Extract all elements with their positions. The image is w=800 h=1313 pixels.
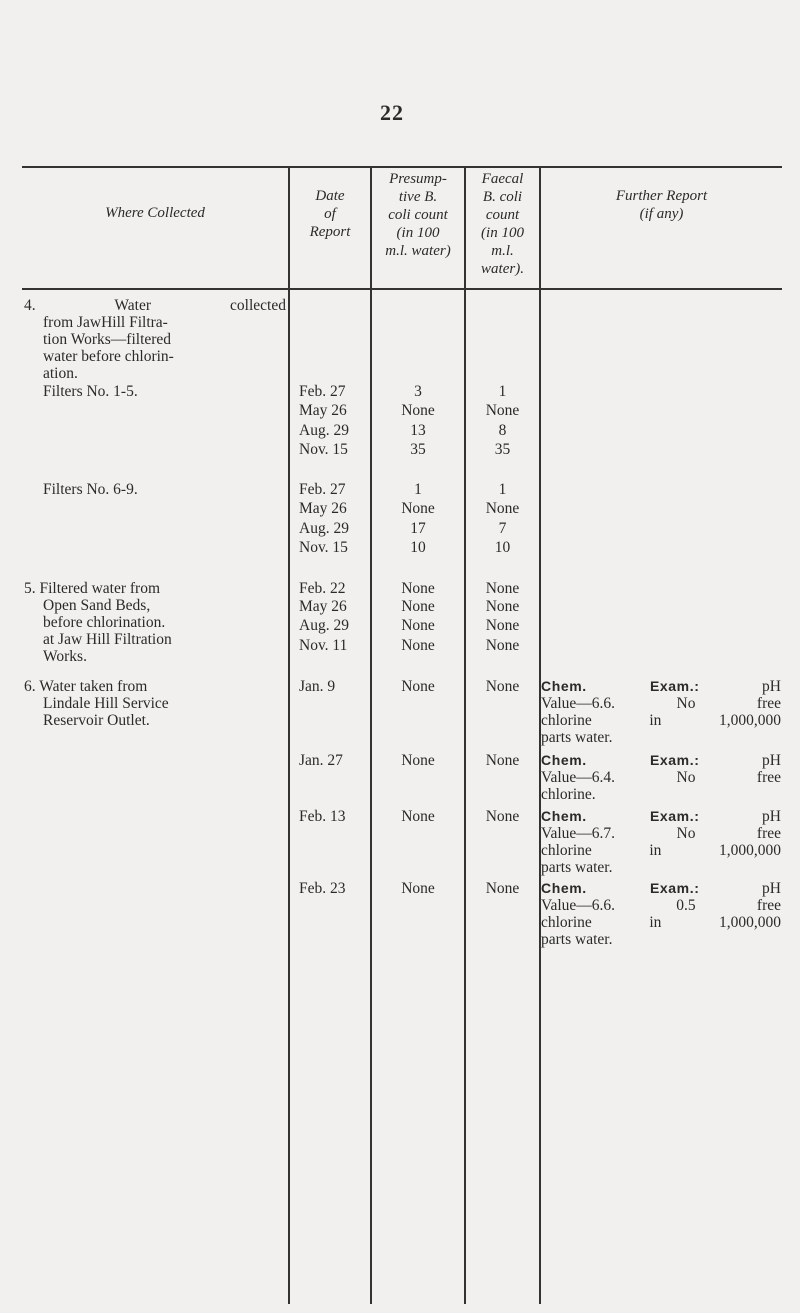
chem-exam-keyword: Chem. Exam.: (541, 752, 700, 768)
faecal-count-cell: None (485, 678, 520, 695)
further-report-feb-13: Chem. Exam.: pH Value—6.7. No free chlorine in 1,000,000 parts water. (541, 808, 781, 876)
column-rule-3 (464, 166, 466, 1304)
date-cell: Nov. 11 (299, 637, 348, 654)
date-cell: May 26 (299, 402, 347, 419)
presumptive-count-cell: 13 (410, 422, 426, 439)
presumptive-count-cell: None (401, 500, 435, 517)
filters-6-9-label: Filters No. 6-9. (43, 481, 138, 498)
date-cell: Aug. 29 (299, 617, 349, 634)
presumptive-count-cell: None (401, 598, 435, 615)
header-where-collected: Where Collected (105, 205, 205, 221)
further-report-feb-23: Chem. Exam.: pH Value—6.6. 0.5 free chlorine in 1,000,000 parts water. (541, 880, 781, 948)
presumptive-count-cell: None (401, 617, 435, 634)
faecal-count-cell: None (485, 808, 520, 825)
filters-1-5-label: Filters No. 1-5. (43, 383, 138, 400)
faecal-count-cell: None (485, 598, 520, 615)
chem-exam-keyword: Chem. Exam.: (541, 678, 700, 694)
section-4-description: 4. Water collected from JawHill Filtra- tion Works—filtered water before chlorin- ation. (24, 297, 286, 382)
presumptive-count-cell: None (401, 808, 435, 825)
faecal-count-cell: 35 (494, 441, 511, 458)
presumptive-count-cell: None (401, 880, 435, 897)
presumptive-count-cell: 10 (410, 539, 426, 556)
faecal-count-cell: 8 (498, 422, 507, 439)
faecal-count-cell: None (485, 402, 520, 419)
faecal-count-cell: None (485, 580, 520, 597)
header-further-report: Further Report (if any) (615, 188, 708, 222)
date-cell: Nov. 15 (299, 441, 348, 458)
date-cell: Jan. 9 (299, 678, 336, 695)
date-cell: Aug. 29 (299, 422, 349, 439)
date-cell: May 26 (299, 500, 347, 517)
column-rule-2 (370, 166, 372, 1304)
date-cell: Feb. 22 (299, 580, 346, 597)
header-presumptive-count: Presump- tive B. coli count (in 100 m.l. water) (385, 171, 451, 259)
further-report-jan-27: Chem. Exam.: pH Value—6.4. No free chlorine. (541, 752, 781, 803)
header-bottom-rule (22, 288, 782, 290)
presumptive-count-cell: 35 (410, 441, 426, 458)
date-cell: Feb. 27 (299, 383, 346, 400)
column-rule-1 (288, 166, 290, 1304)
header-top-rule (22, 166, 782, 168)
date-cell: Feb. 23 (299, 880, 346, 897)
page-number: 22 (380, 100, 404, 125)
faecal-count-cell: None (485, 637, 520, 654)
header-faecal-count: Faecal B. coli count (in 100 m.l. water). (481, 171, 524, 277)
presumptive-count-cell: 3 (414, 383, 422, 400)
date-cell: Feb. 13 (299, 808, 346, 825)
faecal-count-cell: None (485, 880, 520, 897)
faecal-count-cell: 7 (498, 520, 507, 537)
faecal-count-cell: None (485, 617, 520, 634)
faecal-count-cell: 1 (498, 383, 507, 400)
chem-exam-keyword: Chem. Exam.: (541, 808, 700, 824)
presumptive-count-cell: None (401, 580, 435, 597)
section-5-description: 5. Filtered water from Open Sand Beds, before chlorination. at Jaw Hill Filtration Works. (24, 580, 172, 665)
presumptive-count-cell: None (401, 752, 435, 769)
section-6-description: 6. Water taken from Lindale Hill Service Reservoir Outlet. (24, 678, 169, 729)
date-cell: May 26 (299, 598, 347, 615)
date-cell: Aug. 29 (299, 520, 349, 537)
presumptive-count-cell: 1 (414, 481, 422, 498)
faecal-count-cell: 1 (498, 481, 507, 498)
further-report-jan-9: Chem. Exam.: pH Value—6.6. No free chlorine in 1,000,000 parts water. (541, 678, 781, 746)
presumptive-count-cell: None (401, 678, 435, 695)
date-cell: Feb. 27 (299, 481, 346, 498)
presumptive-count-cell: None (401, 402, 435, 419)
faecal-count-cell: 10 (494, 539, 511, 556)
presumptive-count-cell: 17 (410, 520, 426, 537)
date-cell: Jan. 27 (299, 752, 343, 769)
faecal-count-cell: None (485, 500, 520, 517)
header-date-of-report: Date of Report (309, 188, 351, 240)
chem-exam-keyword: Chem. Exam.: (541, 880, 700, 896)
faecal-count-cell: None (485, 752, 520, 769)
date-cell: Nov. 15 (299, 539, 348, 556)
presumptive-count-cell: None (401, 637, 435, 654)
